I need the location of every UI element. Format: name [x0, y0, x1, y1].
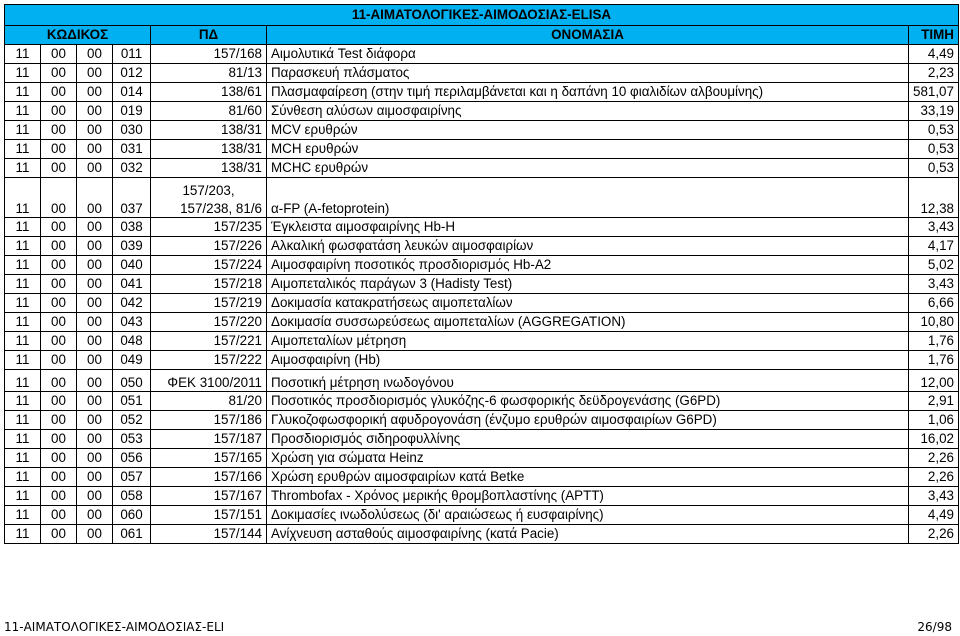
- pd-reference: ΦΕΚ 3100/2011: [151, 370, 267, 392]
- code-part-4: 030: [113, 121, 151, 140]
- code-part-2: 00: [41, 351, 77, 370]
- code-part-1: 11: [5, 102, 41, 121]
- exam-price: 3,43: [909, 487, 959, 506]
- code-part-1: 11: [5, 218, 41, 237]
- exam-name: Αιμοπεταλικός παράγων 3 (Hadisty Test): [267, 275, 909, 294]
- code-part-2: 00: [41, 313, 77, 332]
- table-row: [5, 506, 959, 525]
- code-part-3: 00: [77, 468, 113, 487]
- pd-reference: 81/20: [151, 392, 267, 411]
- code-part-4: 043: [113, 313, 151, 332]
- table-row: [5, 392, 959, 411]
- exam-price: 3,43: [909, 218, 959, 237]
- pd-reference: 81/60: [151, 102, 267, 121]
- code-part-3: 00: [77, 313, 113, 332]
- code-part-1: 11: [5, 275, 41, 294]
- code-part-4: 019: [113, 102, 151, 121]
- code-part-3: 00: [77, 256, 113, 275]
- code-part-2: 00: [41, 178, 77, 218]
- code-part-2: 00: [41, 468, 77, 487]
- exam-name: Ανίχνευση ασταθούς αιμοσφαιρίνης (κατά Pacie): [267, 525, 909, 544]
- exam-name: Έγκλειστα αιμοσφαιρίνης Hb-H: [267, 218, 909, 237]
- table-row: [5, 102, 959, 121]
- pd-reference: 157/151: [151, 506, 267, 525]
- exam-name: MCV ερυθρών: [267, 121, 909, 140]
- exam-price: 581,07: [909, 83, 959, 102]
- code-part-4: 011: [113, 45, 151, 64]
- code-part-1: 11: [5, 83, 41, 102]
- table-row: [5, 411, 959, 430]
- code-part-1: 11: [5, 140, 41, 159]
- code-part-1: 11: [5, 332, 41, 351]
- exam-price: 1,06: [909, 411, 959, 430]
- table-row: [5, 256, 959, 275]
- pd-reference: 138/31: [151, 140, 267, 159]
- code-part-2: 00: [41, 159, 77, 178]
- exam-price: 1,76: [909, 351, 959, 370]
- code-part-1: 11: [5, 64, 41, 83]
- code-part-2: 00: [41, 392, 77, 411]
- table-row: [5, 83, 959, 102]
- code-part-1: 11: [5, 237, 41, 256]
- code-part-4: 051: [113, 392, 151, 411]
- code-part-1: 11: [5, 392, 41, 411]
- code-part-3: 00: [77, 178, 113, 218]
- table-row: [5, 468, 959, 487]
- pd-reference: [151, 178, 267, 218]
- code-part-3: 00: [77, 218, 113, 237]
- code-part-1: 11: [5, 351, 41, 370]
- exam-name: Thrombofax - Χρόνος μερικής θρομβοπλαστίνης (APTT): [267, 487, 909, 506]
- code-part-2: 00: [41, 256, 77, 275]
- code-part-3: 00: [77, 159, 113, 178]
- code-part-2: 00: [41, 506, 77, 525]
- exam-name: MCHC ερυθρών: [267, 159, 909, 178]
- code-part-2: 00: [41, 525, 77, 544]
- pd-reference: 157/144: [151, 525, 267, 544]
- exam-price: 4,49: [909, 506, 959, 525]
- code-part-4: 040: [113, 256, 151, 275]
- code-part-1: 11: [5, 178, 41, 218]
- code-part-4: 058: [113, 487, 151, 506]
- pd-reference: 157/167: [151, 487, 267, 506]
- exam-name: α-FP (A-fetoprotein): [267, 178, 909, 218]
- pd-reference: 157/186: [151, 411, 267, 430]
- exam-price: 3,43: [909, 275, 959, 294]
- exam-name: Δοκιμασία κατακρατήσεως αιμοπεταλίων: [267, 294, 909, 313]
- footer-page-number: 26/98: [917, 620, 952, 634]
- exam-name: Σύνθεση αλύσων αιμοσφαιρίνης: [267, 102, 909, 121]
- code-part-4: 048: [113, 332, 151, 351]
- code-part-1: 11: [5, 468, 41, 487]
- code-part-4: 039: [113, 237, 151, 256]
- exam-name: Προσδιορισμός σιδηροφυλλίνης: [267, 430, 909, 449]
- code-part-3: 00: [77, 430, 113, 449]
- code-part-2: 00: [41, 45, 77, 64]
- code-part-4: 053: [113, 430, 151, 449]
- code-part-2: 00: [41, 83, 77, 102]
- code-part-2: 00: [41, 332, 77, 351]
- table-row: [5, 332, 959, 351]
- pd-reference-line1: 157/203,: [182, 183, 235, 199]
- code-part-2: 00: [41, 121, 77, 140]
- header-code: ΚΩΔΙΚΟΣ: [5, 26, 151, 45]
- pd-reference: 157/187: [151, 430, 267, 449]
- pd-reference: 157/165: [151, 449, 267, 468]
- table-row: [5, 140, 959, 159]
- table-row: [5, 525, 959, 544]
- code-part-3: 00: [77, 370, 113, 392]
- price-table: [4, 4, 959, 544]
- code-part-3: 00: [77, 487, 113, 506]
- pd-reference: 157/235: [151, 218, 267, 237]
- exam-price: 2,26: [909, 449, 959, 468]
- table-row: [5, 487, 959, 506]
- code-part-2: 00: [41, 237, 77, 256]
- code-part-1: 11: [5, 506, 41, 525]
- pd-reference: 157/220: [151, 313, 267, 332]
- exam-price: 6,66: [909, 294, 959, 313]
- exam-price: 2,91: [909, 392, 959, 411]
- code-part-3: 00: [77, 275, 113, 294]
- exam-price: 0,53: [909, 140, 959, 159]
- code-part-4: 014: [113, 83, 151, 102]
- exam-price: 2,26: [909, 525, 959, 544]
- code-part-2: 00: [41, 430, 77, 449]
- table-row: [5, 121, 959, 140]
- code-part-3: 00: [77, 64, 113, 83]
- code-part-3: 00: [77, 332, 113, 351]
- table-row: [5, 294, 959, 313]
- exam-name: Ποσοτικός προσδιορισμός γλυκόζης-6 φωσφορικής δεϋδρογενάσης (G6PD): [267, 392, 909, 411]
- exam-price: 12,38: [909, 178, 959, 218]
- code-part-1: 11: [5, 430, 41, 449]
- exam-name: Αιμολυτικά Test διάφορα: [267, 45, 909, 64]
- code-part-3: 00: [77, 294, 113, 313]
- table-row: [5, 218, 959, 237]
- code-part-4: 056: [113, 449, 151, 468]
- code-part-1: 11: [5, 487, 41, 506]
- footer-sheet-name: 11-ΑΙΜΑΤΟΛΟΓΙΚΕΣ-ΑΙΜΟΔΟΣΙΑΣ-ELI: [4, 620, 225, 634]
- table-row: [5, 351, 959, 370]
- pd-reference: 157/226: [151, 237, 267, 256]
- table-row: [5, 275, 959, 294]
- exam-name: Χρώση ερυθρών αιμοσφαιρίων κατά Betke: [267, 468, 909, 487]
- exam-name: Χρώση για σώματα Heinz: [267, 449, 909, 468]
- code-part-4: 050: [113, 370, 151, 392]
- code-part-1: 11: [5, 45, 41, 64]
- code-part-2: 00: [41, 411, 77, 430]
- exam-name: Ποσοτική μέτρηση ινωδογόνου: [267, 370, 909, 392]
- code-part-4: 031: [113, 140, 151, 159]
- exam-name: Παρασκευή πλάσματος: [267, 64, 909, 83]
- table-row: [5, 45, 959, 64]
- code-part-3: 00: [77, 449, 113, 468]
- code-part-1: 11: [5, 294, 41, 313]
- code-part-2: 00: [41, 218, 77, 237]
- pd-reference: 138/31: [151, 121, 267, 140]
- code-part-1: 11: [5, 411, 41, 430]
- code-part-4: 041: [113, 275, 151, 294]
- pd-reference: 157/166: [151, 468, 267, 487]
- code-part-3: 00: [77, 45, 113, 64]
- exam-price: 2,26: [909, 468, 959, 487]
- code-part-3: 00: [77, 392, 113, 411]
- table-row: [5, 449, 959, 468]
- code-part-3: 00: [77, 140, 113, 159]
- pd-reference: 138/31: [151, 159, 267, 178]
- exam-name: Αιμοπεταλίων μέτρηση: [267, 332, 909, 351]
- pd-reference-line2: 157/238, 81/6: [180, 200, 262, 216]
- exam-name: Δοκιμασία συσσωρεύσεως αιμοπεταλίων (AGGREGATION): [267, 313, 909, 332]
- code-part-1: 11: [5, 370, 41, 392]
- code-part-4: 060: [113, 506, 151, 525]
- code-part-4: 032: [113, 159, 151, 178]
- code-part-4: 049: [113, 351, 151, 370]
- code-part-2: 00: [41, 275, 77, 294]
- exam-price: 12,00: [909, 370, 959, 392]
- table-row: [5, 237, 959, 256]
- exam-price: 4,17: [909, 237, 959, 256]
- code-part-2: 00: [41, 294, 77, 313]
- code-part-4: 042: [113, 294, 151, 313]
- exam-name: Αιμοσφαιρίνη (Hb): [267, 351, 909, 370]
- table-row: [5, 313, 959, 332]
- exam-price: 16,02: [909, 430, 959, 449]
- code-part-1: 11: [5, 525, 41, 544]
- table-row: [5, 64, 959, 83]
- exam-price: 0,53: [909, 159, 959, 178]
- code-part-2: 00: [41, 102, 77, 121]
- exam-name: Αλκαλική φωσφατάση λευκών αιμοσφαιρίων: [267, 237, 909, 256]
- table-row: [5, 159, 959, 178]
- code-part-3: 00: [77, 121, 113, 140]
- exam-name: Δοκιμασίες ινωδολύσεως (δι' αραιώσεως ή ευσφαιρίνης): [267, 506, 909, 525]
- code-part-3: 00: [77, 506, 113, 525]
- header-name: ΟΝΟΜΑΣΙΑ: [267, 26, 909, 45]
- exam-price: 0,53: [909, 121, 959, 140]
- code-part-2: 00: [41, 64, 77, 83]
- code-part-2: 00: [41, 487, 77, 506]
- header-pd: ΠΔ: [151, 26, 267, 45]
- exam-name: Αιμοσφαιρίνη ποσοτικός προσδιορισμός Hb-A2: [267, 256, 909, 275]
- exam-price: 5,02: [909, 256, 959, 275]
- code-part-3: 00: [77, 351, 113, 370]
- table-title: 11-ΑΙΜΑΤΟΛΟΓΙΚΕΣ-ΑΙΜΟΔΟΣΙΑΣ-ELISA: [5, 5, 959, 26]
- exam-name: MCH ερυθρών: [267, 140, 909, 159]
- table-row: [5, 370, 959, 392]
- code-part-1: 11: [5, 121, 41, 140]
- table-row: [5, 178, 959, 218]
- code-part-1: 11: [5, 159, 41, 178]
- exam-price: 10,80: [909, 313, 959, 332]
- code-part-3: 00: [77, 102, 113, 121]
- pd-reference: 138/61: [151, 83, 267, 102]
- code-part-1: 11: [5, 449, 41, 468]
- code-part-3: 00: [77, 237, 113, 256]
- code-part-4: 057: [113, 468, 151, 487]
- pd-reference: 157/224: [151, 256, 267, 275]
- pd-reference: 157/222: [151, 351, 267, 370]
- exam-name: Πλασμαφαίρεση (στην τιμή περιλαμβάνεται και η δαπάνη 10 φιαλιδίων αλβουμίνης): [267, 83, 909, 102]
- code-part-1: 11: [5, 256, 41, 275]
- table-row: [5, 430, 959, 449]
- code-part-4: 038: [113, 218, 151, 237]
- pd-reference: 157/218: [151, 275, 267, 294]
- pd-reference: 157/168: [151, 45, 267, 64]
- code-part-4: 012: [113, 64, 151, 83]
- code-part-3: 00: [77, 83, 113, 102]
- pd-reference: 157/219: [151, 294, 267, 313]
- exam-price: 4,49: [909, 45, 959, 64]
- exam-price: 2,23: [909, 64, 959, 83]
- pd-reference: 81/13: [151, 64, 267, 83]
- header-price: ΤΙΜΗ: [909, 26, 959, 45]
- exam-name: Γλυκοζοφωσφορική αφυδρογονάση (ένζυμο ερυθρών αιμοσφαιρίων G6PD): [267, 411, 909, 430]
- pd-reference: 157/221: [151, 332, 267, 351]
- code-part-3: 00: [77, 411, 113, 430]
- exam-price: 1,76: [909, 332, 959, 351]
- code-part-2: 00: [41, 140, 77, 159]
- exam-price: 33,19: [909, 102, 959, 121]
- code-part-4: 052: [113, 411, 151, 430]
- code-part-4: 037: [113, 178, 151, 218]
- code-part-2: 00: [41, 370, 77, 392]
- code-part-3: 00: [77, 525, 113, 544]
- code-part-2: 00: [41, 449, 77, 468]
- code-part-1: 11: [5, 313, 41, 332]
- code-part-4: 061: [113, 525, 151, 544]
